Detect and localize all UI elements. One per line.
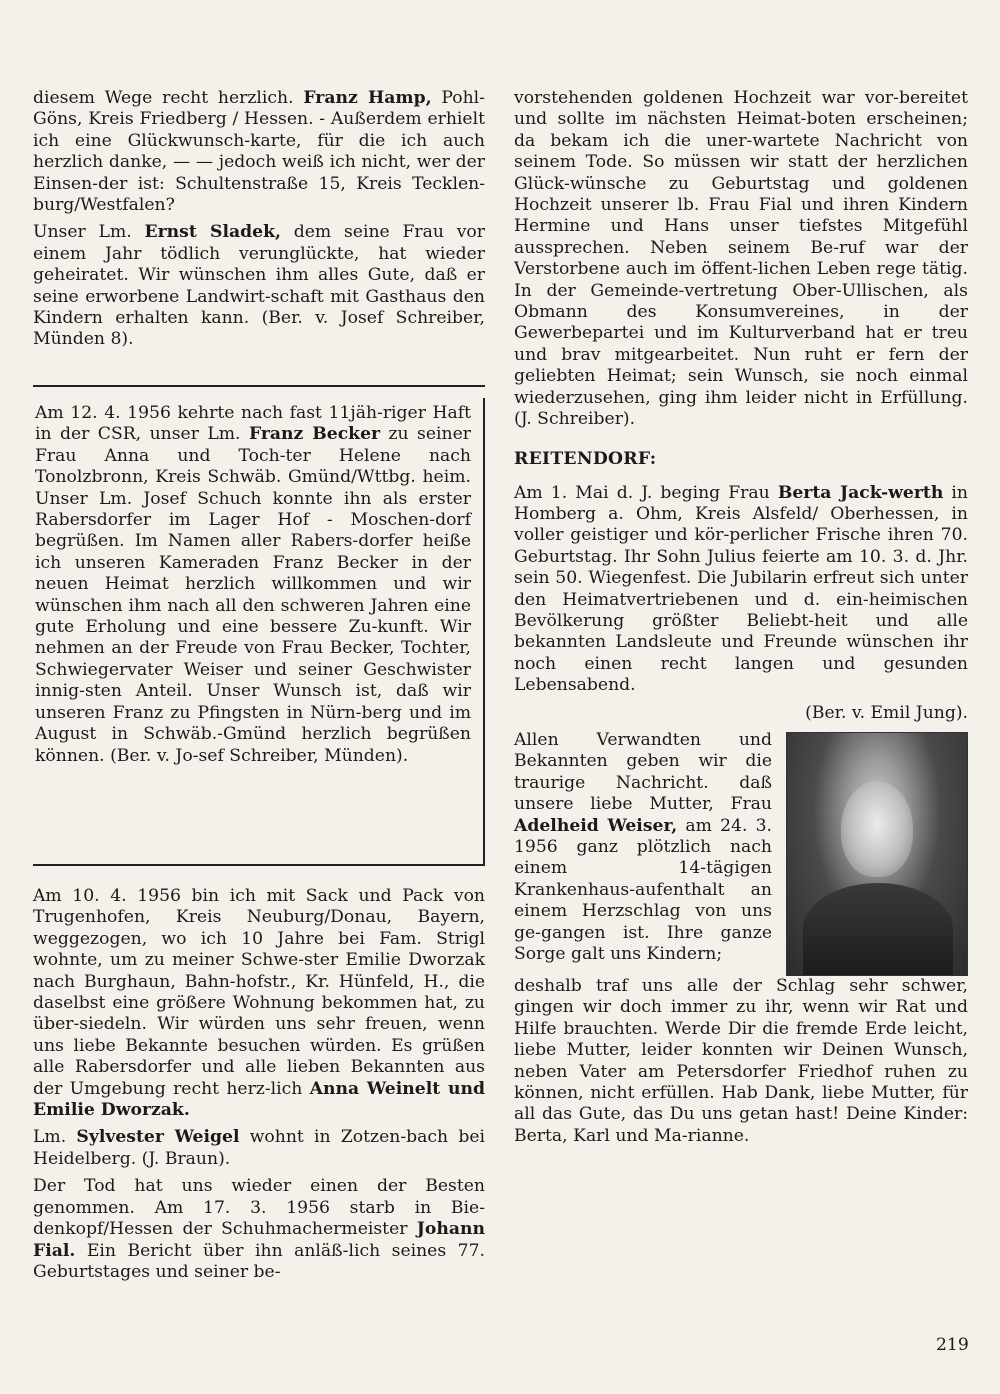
paragraph-weiser-obituary-continued: deshalb traf uns alle der Schlag sehr schwer, gingen wir doch immer zu ihr, wenn wir Rat und Hilfe brauchten. Werde Dir die fremde Erde leicht, liebe Mutter, leider konnten wir Deinen Wunsch, neben Vater am Petersdorfer Friedhof ruhen zu können, nicht erfüllen. Hab Dank, liebe Mutter, für all das Gute, das Du uns getan hast! Deine Kinder: Berta, Karl und Ma-rianne. bbox=[514, 975, 968, 1146]
bold-name: Berta Jack-werth bbox=[777, 482, 944, 503]
paragraph-fial: Der Tod hat uns wieder einen der Besten genommen. Am 17. 3. 1956 starb in Bie-denkopf/Hessen der Schuhmachermeister Johann Fial. Ein Bericht über ihn anläß-lich seines 77. Geburtstages und seiner be- bbox=[33, 1176, 485, 1282]
paragraph-fial-continued: vorstehenden goldenen Hochzeit war vor-bereitet und sollte im nächsten Heimat-boten erscheinen; da bekam ich die uner-wartete Nachricht von seinem Tode. So müssen wir statt der herzlichen Glück-wünsche zu Geburtstag und goldenen Hochzeit unserer lb. Frau Fial und ihren Kindern Hermine und Hans unser tiefstes Mitgefühl aussprechen. Neben seinem Be-ruf war der Verstorbene auch im öffent-lichen Leben rege tätig. In der Gemeinde-vertretung Ober-Ullischen, als Obmann des Konsumvereines, in der Gewerbepartei und im Kulturverband hat er treu und brav mitgearbeitet. Nun ruht er fern der geliebten Heimat; sein Wunsch, sie noch einmal wiederzusehen, ging ihm leider nicht in Erfüllung. (J. Schreiber). bbox=[514, 88, 968, 430]
left-column-lower bbox=[33, 886, 485, 1289]
right-column bbox=[514, 88, 968, 1153]
bold-name: Franz Becker bbox=[248, 424, 381, 445]
paragraph-becker: Am 12. 4. 1956 kehrte nach fast 11jäh-riger Haft in der CSR, unser Lm. Franz Becker zu seiner Frau Anna und Toch-ter Helene nach Tonolzbronn, Kreis Schwäb. Gmünd/Wttbg. heim. Unser Lm. Josef Schuch konnte ihn als erster Rabersdorfer im Lager Hof - Moschen-dorf begrüßen. Im Namen aller Rabers-dorfer heiße ich unseren Kameraden Franz Becker in der neuen Heimat herzlich willkommen und wir wünschen ihm nach all den schweren Jahren eine gute Erholung und eine bessere Zu-kunft. Wir nehmen an der Freude von Frau Becker, Tochter, Schwiegervater Weiser und seiner Geschwister innig-sten Anteil. Unser Wunsch ist, daß wir unseren Franz zu Pfingsten in Nürn-berg und im August in Schwäb.-Gmünd herzlich begrüßen können. (Ber. v. Jo-sef Schreiber, Münden). bbox=[35, 403, 472, 766]
bold-name: Ernst Sladek, bbox=[144, 222, 281, 243]
bold-name: Franz Hamp, bbox=[303, 88, 432, 108]
box-top-rule bbox=[33, 385, 485, 387]
paragraph-jackwerth: Am 1. Mai d. J. beging Frau Berta Jack-werth in Homberg a. Ohm, Kreis Alsfeld/ Oberhessen, in voller geistiger und kör-perlicher Frische ihren 70. Geburtstag. Ihr Sohn Julius feierte am 10. 3. d. Jhr. sein 50. Wiegenfest. Die Jubilarin erfreut sich unter den Heimatvertriebenen und d. ein-heimischen Bevölkerung größter Beliebt-heit und alle bekannten Landsleute und Freunde wünschen ihr noch einen recht langen und gesunden Lebensabend. bbox=[514, 482, 968, 696]
obituary-with-photo bbox=[514, 730, 968, 976]
bold-name: Sylvester Weigel bbox=[76, 1127, 240, 1148]
left-column bbox=[33, 88, 485, 357]
portrait-body bbox=[803, 883, 953, 975]
page-number: 219 bbox=[936, 1335, 969, 1355]
paragraph-sladek: Unser Lm. Ernst Sladek, dem seine Frau vor einem Jahr tödlich verunglückte, hat wieder geheiratet. Wir wünschen ihm alles Gute, daß er seine erworbene Landwirt-schaft mit Gasthaus den Kindern erhalten kann. (Ber. v. Josef Schreiber, Münden 8). bbox=[33, 222, 485, 350]
portrait-face bbox=[841, 781, 913, 877]
bold-name: Adelheid Weiser, bbox=[514, 815, 678, 836]
paragraph-hamp: diesem Wege recht herzlich. Franz Hamp, Pohl-Göns, Kreis Friedberg / Hessen. - Außerdem erhielt ich eine Glückwunsch-karte, für die ich auch herzlich danke, — — jedoch weiß ich nicht, wer der Einsen-der ist: Schultenstraße 15, Kreis Tecklen-burg/Westfalen? bbox=[33, 88, 485, 216]
portrait-photo bbox=[786, 732, 968, 976]
paragraph-weigel: Lm. Sylvester Weigel wohnt in Zotzen-bach bei Heidelberg. (J. Braun). bbox=[33, 1127, 485, 1169]
section-heading-reitendorf: REITENDORF: bbox=[514, 448, 657, 469]
bold-name: Johann Fial. bbox=[33, 1219, 485, 1261]
bold-name: Anna Weinelt und Emilie Dworzak. bbox=[33, 1078, 485, 1121]
becker-notice-box bbox=[33, 398, 485, 866]
paragraph-weiser-obituary: Allen Verwandten und Bekannten geben wir die traurige Nachricht. daß unsere liebe Mutter, Frau Adelheid Weiser, am 24. 3. 1956 ganz plötzlich nach einem 14-tägigen Krankenhaus-aufenthalt an einem Herzschlag von uns ge-gangen ist. Ihre ganze Sorge galt uns Kindern; bbox=[514, 729, 773, 965]
paragraph-jackwerth-signature: (Ber. v. Emil Jung). bbox=[805, 702, 968, 723]
paragraph-weinelt: Am 10. 4. 1956 bin ich mit Sack und Pack von Trugenhofen, Kreis Neuburg/Donau, Bayern, weggezogen, wo ich 10 Jahre bei Fam. Strigl wohnte, um zu meiner Schwe-ster Emilie Dworzak nach Burghaun, Bahn-hofstr., Kr. Hünfeld, H., die daselbst eine größere Wohnung bekommen hat, zu über-siedeln. Wir würden uns sehr freuen, wenn uns liebe Bekannte besuchen würden. Es grüßen alle Rabersdorfer und alle lieben Bekannten aus der Umgebung recht herz-lich Anna Weinelt und Emilie Dworzak. bbox=[33, 886, 485, 1121]
